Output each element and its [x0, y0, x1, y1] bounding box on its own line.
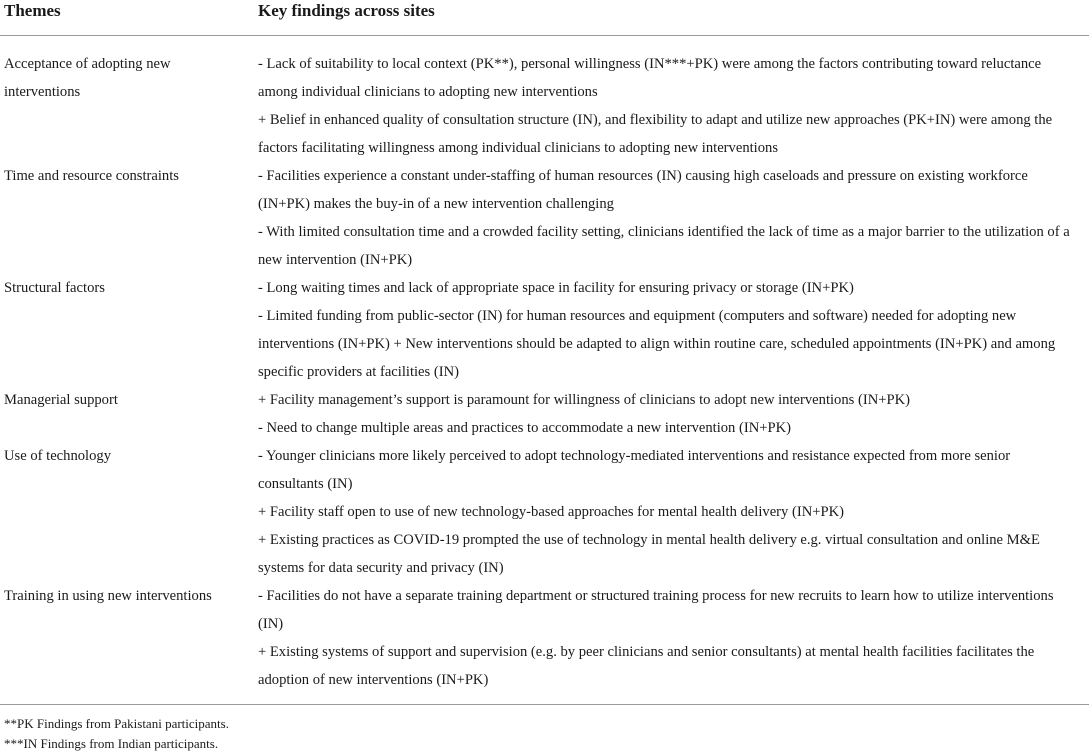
- theme-cell: Use of technology: [4, 448, 111, 464]
- finding-item: - Need to change multiple areas and practices to accommodate a new intervention (IN+PK): [258, 420, 791, 436]
- finding-item: + Facility management’s support is paramount for willingness of clinicians to adopt new interventions (IN+PK): [258, 392, 910, 408]
- theme-cell: Time and resource constraints: [4, 168, 179, 184]
- table-row: [0, 442, 1089, 582]
- table-footnotes: [0, 705, 1089, 754]
- finding-item: - Younger clinicians more likely perceived to adopt technology-mediated interventions and resistance expected from more senior consultants (IN): [258, 448, 1011, 492]
- findings-cell: [258, 582, 1089, 694]
- finding-item: - Long waiting times and lack of appropriate space in facility for ensuring privacy or storage (IN+PK): [258, 280, 854, 296]
- findings-cell: [258, 386, 1089, 442]
- table-row: [0, 386, 1089, 442]
- finding-item: - Lack of suitability to local context (PK**), personal willingness (IN***+PK) were among the factors contributing toward reluctance among individual clinicians to adopting new interventions: [258, 56, 1042, 100]
- table-row: [0, 162, 1089, 274]
- finding-item: - Facilities do not have a separate training department or structured training process for new recruits to learn how to utilize interventions (IN): [258, 588, 1054, 632]
- table-row: [0, 582, 1089, 694]
- header-findings: Key findings across sites: [258, 1, 435, 20]
- findings-cell: [258, 162, 1089, 274]
- finding-item: + Existing systems of support and supervision (e.g. by peer clinicians and senior consultants) at mental health facilities facilitates the adoption of new interventions (IN+PK): [258, 644, 1035, 688]
- finding-item: + Existing practices as COVID-19 prompted the use of technology in mental health delivery e.g. virtual consultation and online M&E systems for data security and privacy (IN): [258, 532, 1040, 576]
- header-themes: Themes: [4, 1, 61, 20]
- footnote-in: ***IN Findings from Indian participants.: [4, 736, 219, 751]
- theme-cell: Training in using new interventions: [4, 588, 212, 604]
- findings-cell: [258, 50, 1089, 162]
- table-row: [0, 50, 1089, 162]
- finding-item: + Facility staff open to use of new technology-based approaches for mental health delivery (IN+PK): [258, 504, 844, 520]
- table-header: [0, 0, 1089, 36]
- finding-item: - With limited consultation time and a crowded facility setting, clinicians identified the lack of time as a major barrier to the utilization of a new intervention (IN+PK): [258, 224, 1070, 268]
- theme-cell: Acceptance of adopting new interventions: [4, 56, 171, 100]
- findings-cell: [258, 274, 1089, 386]
- finding-item: - Limited funding from public-sector (IN) for human resources and equipment (computers and software) needed for adopting new interventions (IN+PK) + New interventions should be adapted to align within routine care, scheduled appointments (IN+PK) and among specific providers at facilities (IN): [258, 308, 1056, 380]
- theme-cell: Managerial support: [4, 392, 118, 408]
- finding-item: - Facilities experience a constant under-staffing of human resources (IN) causing high caseloads and pressure on existing workforce (IN+PK) makes the buy-in of a new intervention challenging: [258, 168, 1028, 212]
- footnote-pk: **PK Findings from Pakistani participants.: [4, 716, 229, 731]
- table-row: [0, 274, 1089, 386]
- table-body: [0, 36, 1089, 694]
- theme-cell: Structural factors: [4, 280, 105, 296]
- findings-cell: [258, 442, 1089, 582]
- finding-item: + Belief in enhanced quality of consultation structure (IN), and flexibility to adapt and utilize new approaches (PK+IN) were among the factors facilitating willingness among individual clinicians to adopting new interventions: [258, 112, 1053, 156]
